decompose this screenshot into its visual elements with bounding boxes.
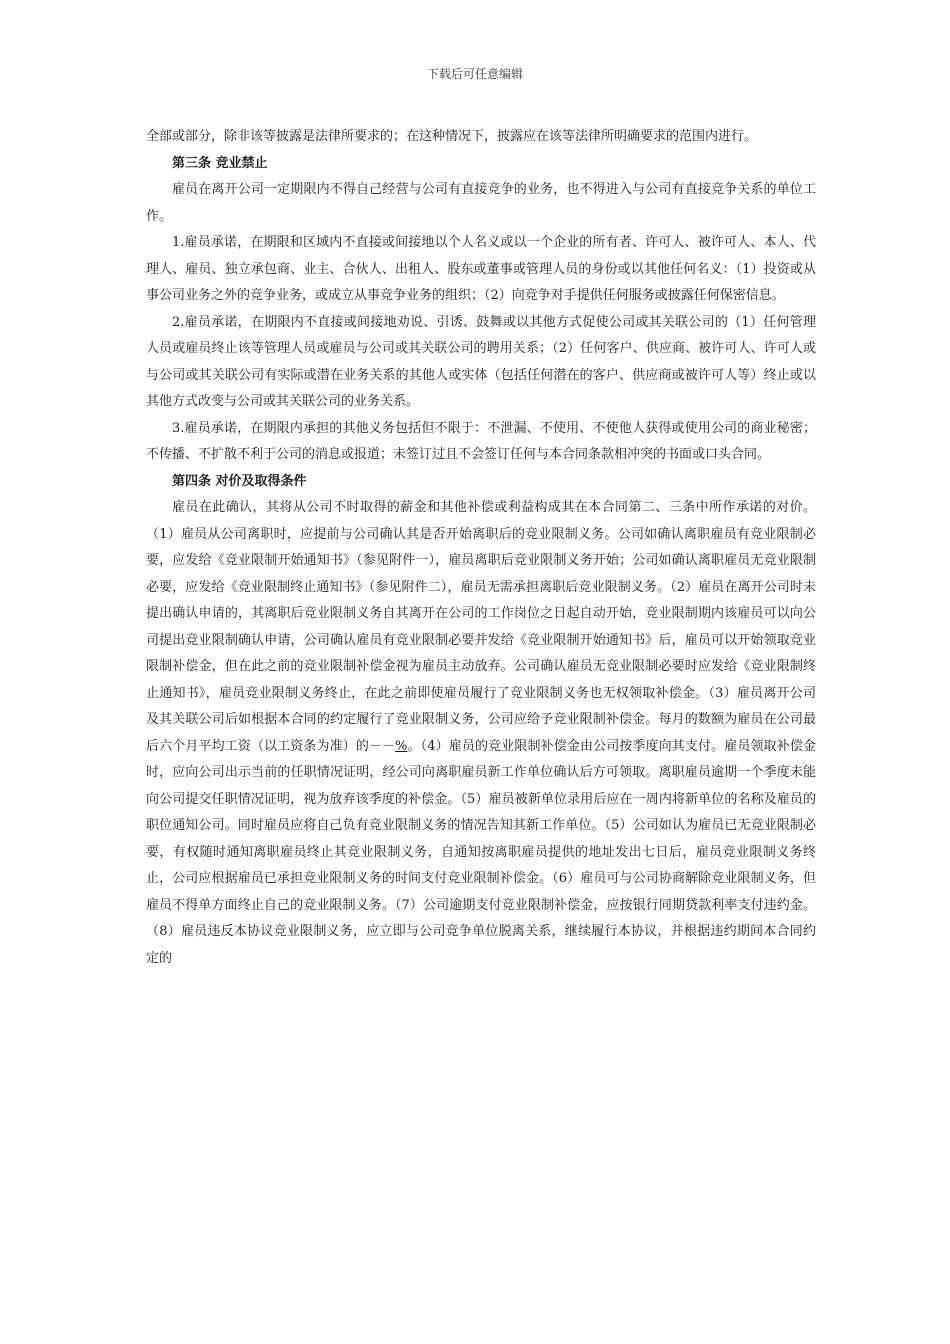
paragraph-continuation: 全部或部分，除非该等披露是法律所要求的；在这种情况下，披露应在该等法律所明确要求的范围内进行。 (146, 129, 758, 144)
article-4-text-part-2: 。（4）雇员的竞业限制补偿金由公司按季度向其支付。雇员领取补偿金时，应向公司出示当前的任职情况证明，经公司向离职雇员新工作单位确认后方可领取。离职雇员逾期一个季度未能向公司提交任职情况证明，视为放弃该季度的补偿金。（5）雇员被新单位录用后应在一周内将新单位的名称及雇员的职位通知公司。同时雇员应将自己负有竞业限制义务的情况告知其新工作单位。（5）公司如认为雇员已无竞业限制必要，有权随时通知离职雇员终止其竞业限制义务，自通知按离职雇员提供的地址发出七日后，雇员竞业限制义务终止，公司应根据雇员已承担竞业限制义务的时间支付竞业限制补偿金。（6）雇员可与公司协商解除竞业限制义务，但雇员不得单方面终止自己的竞业限制义务。（7）公司逾期支付竞业限制补偿金，应按银行同期贷款利率支付违约金。（8）雇员违反本协议竞业限制义务，应立即与公司竞争单位脱离关系，继续履行本协议，并根据违约期间本合同约定的 (146, 738, 816, 966)
article-3-intro: 雇员在离开公司一定期限内不得自己经营与公司有直接竞争的业务，也不得进入与公司有直接竞争关系的单位工作。 (146, 182, 816, 224)
article-4-heading: 第四条 对价及取得条件 (172, 473, 307, 489)
document-body (146, 124, 816, 972)
article-3-clause-2: 2.雇员承诺，在期限内不直接或间接地劝说、引诱、鼓舞或以其他方式促使公司或其关联公司的（1）任何管理人员或雇员终止该等管理人员或雇员与公司或其关联公司的聘用关系；（2）任何客户、供应商、被许可人、许可人或与公司或其关联公司有实际或潜在业务关系的其他人或实体（包括任何潜在的客户、供应商或被许可人等）终止或以其他方式改变与公司或其关联公司的业务关系。 (146, 314, 816, 409)
article-4-body (146, 495, 816, 972)
page-header: 下载后可任意编辑 (426, 67, 523, 81)
article-4-text-part-1: 雇员在此确认，其将从公司不时取得的薪金和其他补偿或利益构成其在本合同第二、三条中所作承诺的对价。（1）雇员从公司离职时，应提前与公司确认其是否开始离职后的竞业限制义务。公司如确认离职雇员有竞业限制必要，应发给《竞业限制开始通知书》（参见附件一），雇员离职后竞业限制义务开始；公司如确认离职雇员无竞业限制必要，应发给《竞业限制终止通知书》（参见附件二），雇员无需承担离职后竞业限制义务。（2）雇员在离开公司时未提出确认申请的，其离职后竞业限制义务自其离开在公司的工作岗位之日起自动开始，竞业限制期内该雇员可以向公司提出竞业限制确认申请，公司确认雇员有竞业限制必要并发给《竞业限制开始通知书》后，雇员可以开始领取竞业限制补偿金，但在此之前的竞业限制补偿金视为雇员主动放弃。公司确认雇员无竞业限制必要时应发给《竞业限制终止通知书》，雇员竞业限制义务终止，在此之前即使雇员履行了竞业限制义务也无权领取补偿金。（3）雇员离开公司及其关联公司后如根据本合同的约定履行了竞业限制义务，公司应给予竞业限制补偿金。每月的数额为雇员在公司最后六个月平均工资（以工资条为准）的－－ (146, 500, 816, 754)
article-3-heading: 第三条 竞业禁止 (172, 155, 268, 171)
percent-blank: % (395, 738, 408, 754)
article-3-clause-1: 1.雇员承诺，在期限和区域内不直接或间接地以个人名义或以一个企业的所有者、许可人、被许可人、本人、代理人、雇员、独立承包商、业主、合伙人、出租人、股东或董事或管理人员的身份或以其他任何名义：（1）投资或从事公司业务之外的竞争业务，或成立从事竞争业务的组织；（2）向竞争对手提供任何服务或披露任何保密信息。 (146, 235, 816, 303)
article-3-clause-3: 3.雇员承诺，在期限内承担的其他义务包括但不限于：不泄漏、不使用、不使他人获得或使用公司的商业秘密；不传播、不扩散不利于公司的消息或报道；未签订过且不会签订任何与本合同条款相冲突的书面或口头合同。 (146, 420, 816, 462)
